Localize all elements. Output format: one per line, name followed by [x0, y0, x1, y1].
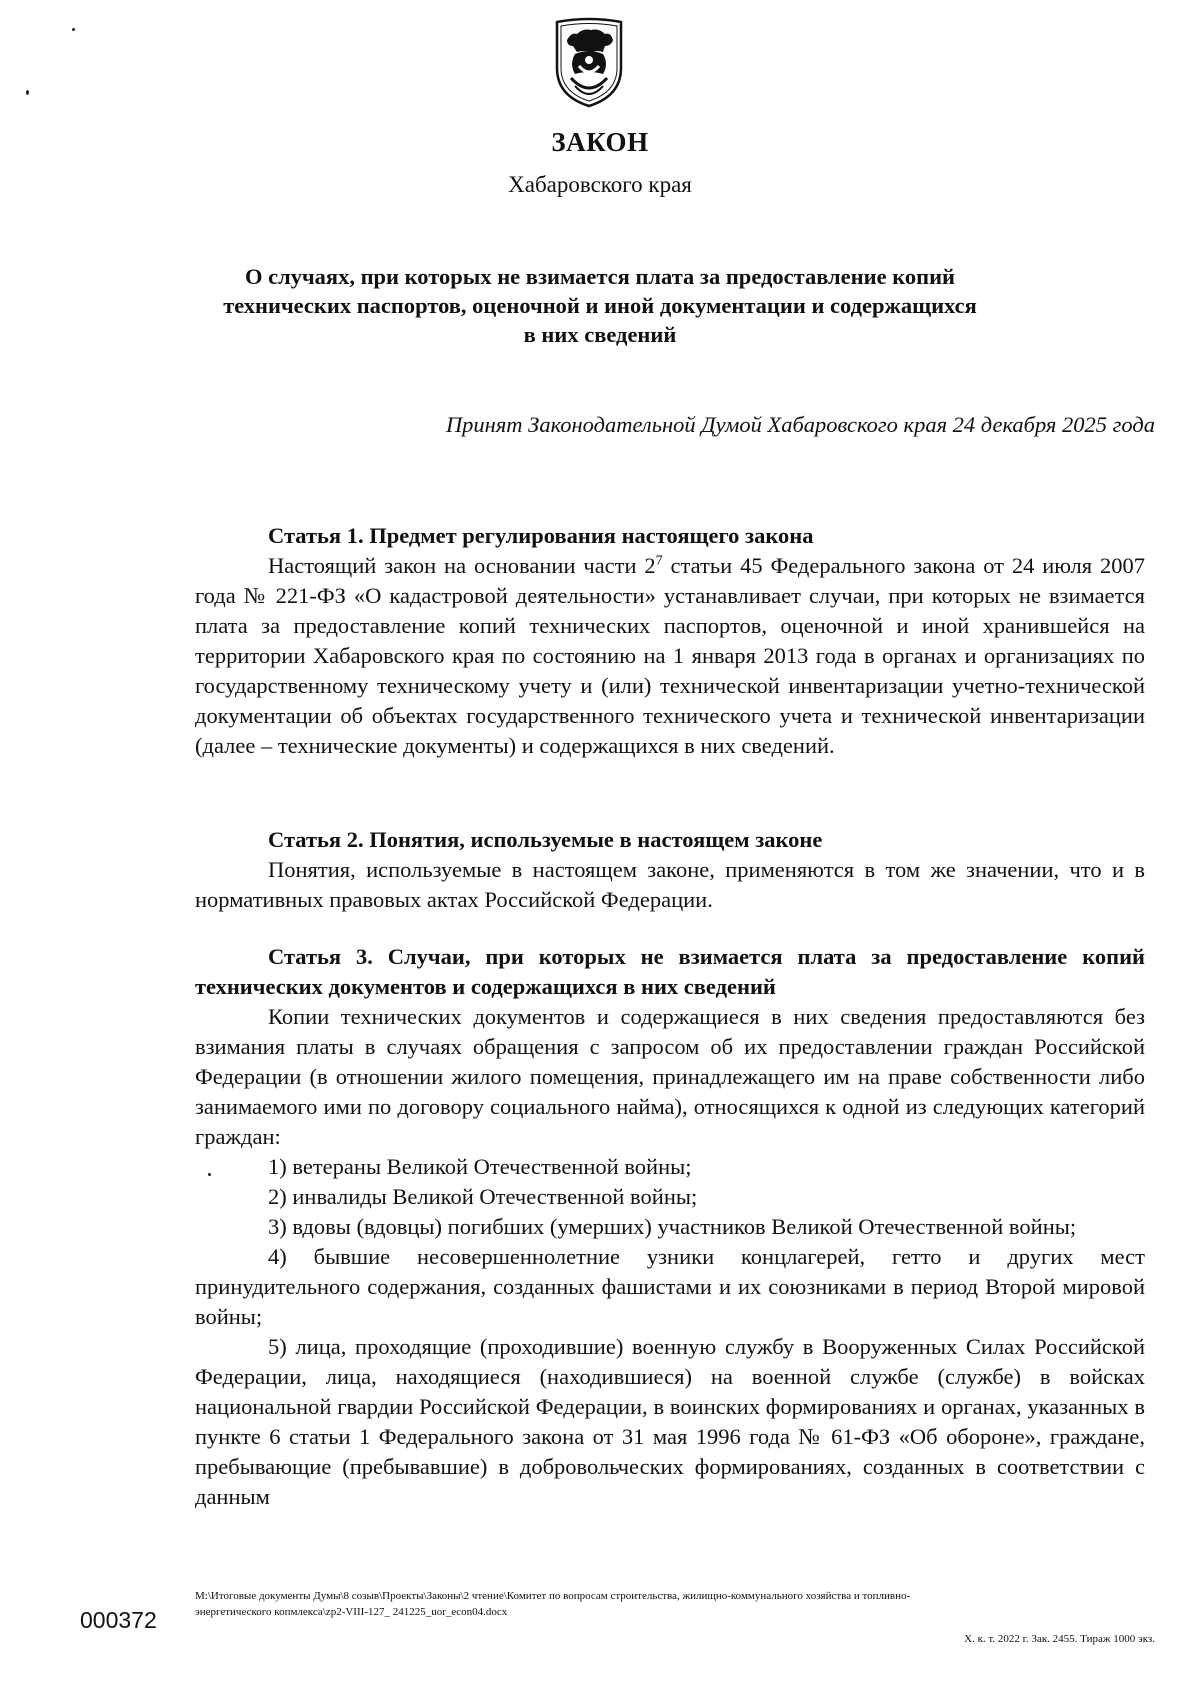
- file-path-line: энергетического копмлекса\zp2-VIII-127_ 241225_uor_econ04.docx: [195, 1606, 508, 1618]
- article-1-text-start: Настоящий закон на основании части 2: [268, 553, 656, 578]
- article-1: [195, 521, 1145, 761]
- article-3: [195, 942, 1145, 1512]
- article-3-heading: Статья 3. Случаи, при которых не взимается плата за предоставление копий технических документов и содержащихся в них сведений: [195, 944, 1145, 999]
- file-path-line: М:\Итоговые документы Думы\8 созыв\Проекты\Законы\2 чтение\Комитет по вопросам строительства, жилищно-коммунального хозяйства и топливно-: [195, 1590, 911, 1602]
- superscript: 7: [655, 553, 663, 569]
- list-item: 5) лица, проходящие (проходившие) военную службу в Вооруженных Силах Российской Федерации, лица, находящиеся (находившиеся) на военной службе (службе) в войсках национальной гвардии Российской Федерации, в воинских формированиях и органах, указанных в пункте 6 статьи 1 Федерального закона от 31 мая 1996 года № 61-ФЗ «Об обороне», граждане, пребывающие (пребывавшие) в добровольческих формированиях, созданных в соответствии с данным: [195, 1334, 1145, 1509]
- document-code: 000372: [80, 1607, 157, 1633]
- adoption-note: Принят Законодательной Думой Хабаровского края 24 декабря 2025 года: [445, 412, 1155, 437]
- document-subtitle: Хабаровского края: [508, 172, 692, 197]
- list-item: 3) вдовы (вдовцы) погибших (умерших) участников Великой Отечественной войны;: [268, 1214, 1077, 1239]
- law-name-line: в них сведений: [523, 322, 677, 347]
- list-item: 1) ветераны Великой Отечественной войны;: [268, 1154, 692, 1179]
- coat-of-arms-emblem: [553, 16, 625, 108]
- article-1-text-rest: статьи 45 Федерального закона от 24 июля 2007 года № 221-ФЗ «О кадастровой деятельности» устанавливает случаи, при которых не взимается плата за предоставление копий технических паспортов, оценочной и иной хранившейся на территории Хабаровского края по состоянию на 1 января 2013 года в органах и организациях по государственному техническому учету и (или) технической инвентаризации учетно-технической документации об объектах государственного технического учета и технической инвентаризации (далее – технические документы) и содержащихся в них сведений.: [195, 553, 1145, 758]
- coat-of-arms-icon: [553, 16, 625, 108]
- document-title: ЗАКОН: [551, 127, 649, 157]
- article-2-text: Понятия, используемые в настоящем законе, применяются в том же значении, что и в нормативных правовых актах Российской Федерации.: [195, 857, 1145, 912]
- law-name-line: О случаях, при которых не взимается плата за предоставление копий: [244, 264, 956, 289]
- file-path: [195, 1588, 1145, 1620]
- law-name-line: технических паспортов, оценочной и иной документации и содержащихся: [223, 293, 977, 318]
- article-1-text: [195, 551, 1145, 761]
- scan-speck: [208, 1173, 211, 1176]
- print-info: Х. к. т. 2022 г. Зак. 2455. Тираж 1000 экз.: [964, 1633, 1155, 1645]
- article-2-heading: Статья 2. Понятия, используемые в настоящем законе: [268, 827, 823, 852]
- law-name: [200, 262, 1000, 349]
- article-3-text: Копии технических документов и содержащиеся в них сведения предоставляются без взимания платы в случаях обращения с запросом об их предоставлении граждан Российской Федерации (в отношении жилого помещения, принадлежащего им на праве собственности либо занимаемого ими по договору социального найма), относящихся к одной из следующих категорий граждан:: [195, 1004, 1145, 1149]
- list-item: 4) бывшие несовершеннолетние узники концлагерей, гетто и других мест принудительного содержания, созданных фашистами и их союзниками в период Второй мировой войны;: [195, 1244, 1145, 1329]
- scan-speck: [72, 28, 75, 31]
- list-item: 2) инвалиды Великой Отечественной войны;: [268, 1184, 698, 1209]
- article-2: [195, 825, 1145, 915]
- article-1-heading: Статья 1. Предмет регулирования настоящего закона: [268, 523, 814, 548]
- scan-speck: [26, 90, 29, 95]
